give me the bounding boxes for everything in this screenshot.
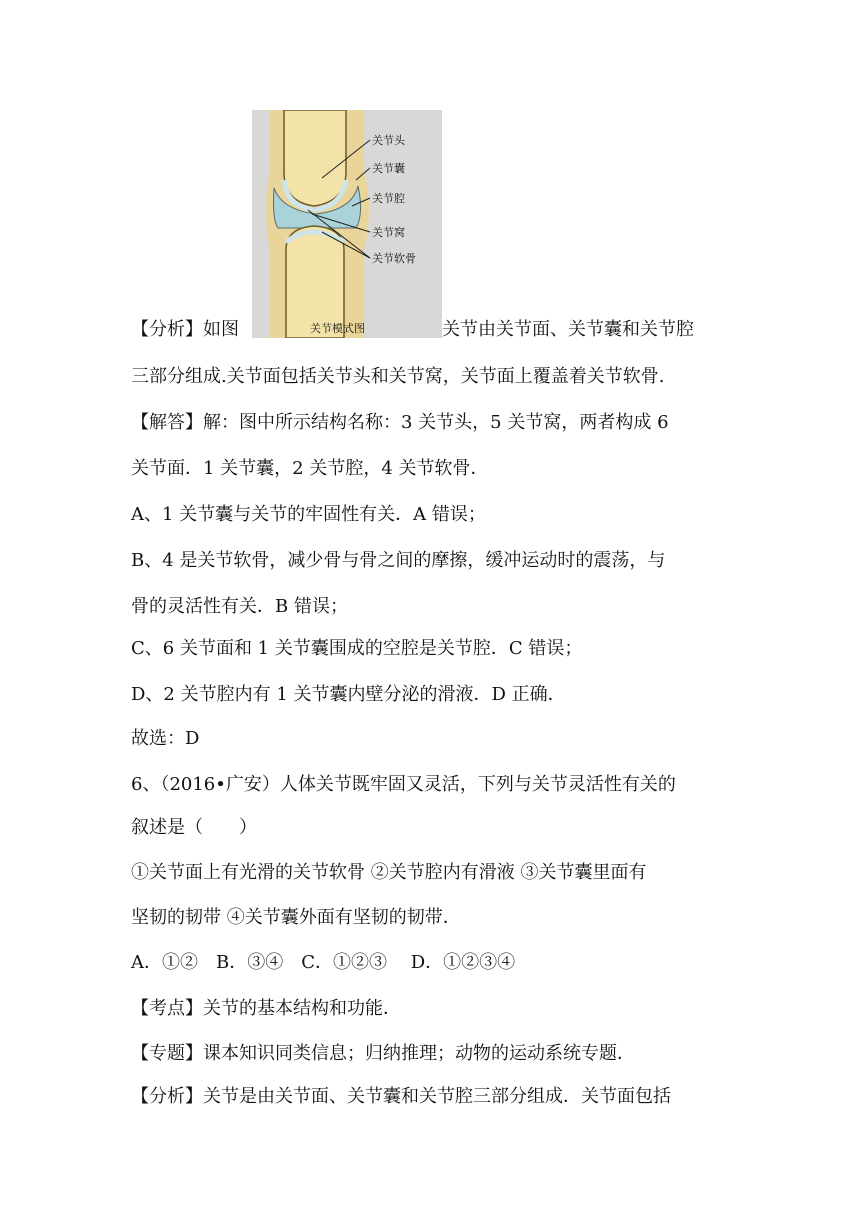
text-line: 【解答】解：图中所示结构名称：3 关节头，5 关节窝，两者构成 6 [131, 412, 669, 433]
text-line: 关节面．1 关节囊，2 关节腔，4 关节软骨． [131, 458, 489, 479]
question-line: 6、（2016•广安）人体关节既牢固又灵活，下列与关节灵活性有关的 [131, 774, 676, 795]
figure-caption: 关节模式图 [310, 322, 365, 335]
text-line: 【专题】课本知识同类信息；归纳推理；动物的运动系统专题． [131, 1043, 635, 1064]
options-line: A．①② B．③④ C．①②③ D．①②③④ [131, 952, 516, 973]
label-joint-head: 关节头 [372, 134, 405, 147]
label-joint-cartilage: 关节软骨 [372, 252, 416, 265]
label-joint-cavity: 关节腔 [372, 192, 405, 205]
question-line: 叙述是（ ） [131, 817, 257, 838]
joint-diagram [252, 110, 442, 338]
text-line: A、1 关节囊与关节的牢固性有关．A 错误； [131, 504, 486, 525]
text-line: C、6 关节面和 1 关节囊围成的空腔是关节腔．C 错误； [131, 638, 583, 659]
joint-diagram-figure [252, 110, 442, 338]
text-line: 故选：D [131, 728, 200, 749]
label-joint-capsule: 关节囊 [372, 162, 405, 175]
question-line: 坚韧的韧带 ④关节囊外面有坚韧的韧带． [131, 907, 461, 928]
text-line: 三部分组成.关节面包括关节头和关节窝，关节面上覆盖着关节软骨. [131, 366, 665, 387]
text-line: B、4 是关节软骨，减少骨与骨之间的摩擦，缓冲运动时的震荡，与 [131, 550, 666, 571]
question-line: ①关节面上有光滑的关节软骨 ②关节腔内有滑液 ③关节囊里面有 [131, 862, 647, 883]
text-line: D、2 关节腔内有 1 关节囊内壁分泌的滑液．D 正确． [131, 684, 566, 705]
text-line: 【分析】关节是由关节面、关节囊和关节腔三部分组成．关节面包括 [131, 1086, 671, 1107]
label-joint-socket: 关节窝 [372, 226, 405, 239]
text-line: 【考点】关节的基本结构和功能． [131, 998, 401, 1019]
text-line: 骨的灵活性有关．B 错误； [131, 596, 348, 617]
analysis-line-rest: 关节由关节面、关节囊和关节腔 [442, 319, 694, 340]
analysis-line-prefix: 【分析】如图 [131, 319, 239, 340]
